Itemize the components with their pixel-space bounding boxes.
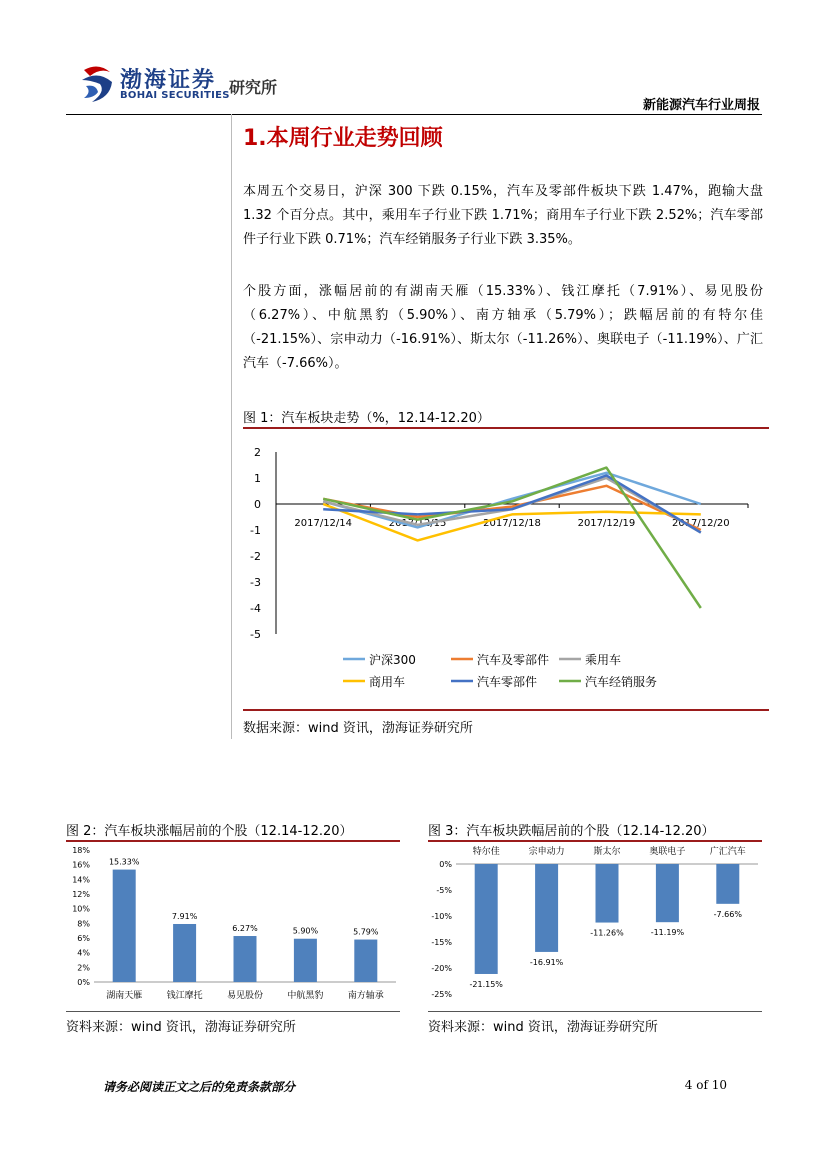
report-title: 新能源汽车行业周报	[642, 98, 760, 113]
y-tick-label: -2	[250, 550, 261, 563]
bar-value-label: 15.33%	[108, 857, 140, 867]
logo-department: 研究所	[229, 78, 278, 97]
x-tick-label: 2017/12/20	[671, 518, 730, 529]
legend-label: 商用车	[369, 675, 406, 689]
bar-value-label: 6.27%	[232, 924, 258, 934]
y-tick-label: 2	[254, 446, 261, 459]
y-tick-label: 10%	[72, 904, 90, 914]
y-tick-label: -25%	[431, 990, 452, 999]
header-divider	[66, 114, 762, 115]
x-tick-label: 湖南天雁	[106, 991, 143, 1001]
y-tick-label: -5%	[436, 886, 452, 895]
x-tick-label: 2017/12/15	[388, 518, 447, 529]
figure3-title: 图 3：汽车板块跌幅居前的个股（12.14-12.20）	[428, 824, 715, 839]
x-tick-label: 特尔佳	[472, 847, 500, 857]
bar-value-label: -7.66%	[713, 909, 742, 919]
figure2-title: 图 2：汽车板块涨幅居前的个股（12.14-12.20）	[66, 824, 353, 839]
y-tick-label: -1	[250, 524, 261, 537]
sidebar-divider	[231, 114, 232, 739]
x-tick-label: 2017/12/18	[483, 518, 541, 529]
disclaimer-note: 请务必阅读正文之后的免责条款部分	[103, 1080, 296, 1094]
y-tick-label: 4%	[77, 948, 90, 958]
figure3-bar-chart	[428, 842, 762, 1010]
paragraph-stock-summary: 个股方面，涨幅居前的有湖南天雁（15.33%）、钱江摩托（7.91%）、易见股份（6.27%）、中航黑豹（5.90%）、南方轴承（5.79%）；跌幅居前的有特尔佳（-21.15%）、宗申动力（-16.91%）、斯太尔（-11.26%）、奥联电子（-11.19%）、广汇汽车（-7.66%）。	[243, 284, 763, 371]
bar-value-label: -11.19%	[650, 928, 685, 938]
x-tick-label: 易见股份	[226, 991, 264, 1001]
y-tick-label: -4	[250, 602, 261, 615]
y-tick-label: -5	[250, 628, 261, 641]
figure1-line-chart	[243, 430, 769, 708]
bar	[716, 864, 739, 904]
x-tick-label: 钱江摩托	[166, 991, 203, 1001]
bar-value-label: 5.90%	[292, 926, 319, 936]
y-tick-label: 0%	[439, 860, 452, 869]
legend-label: 汽车零部件	[477, 675, 538, 689]
figure1-bottom-rule	[243, 709, 769, 711]
figure1-title: 图 1：汽车板块走势（%，12.14-12.20）	[243, 411, 490, 426]
figure3-bottom-rule	[428, 1011, 762, 1012]
x-tick-label: 广汇汽车	[709, 847, 746, 857]
y-tick-label: 14%	[72, 875, 90, 885]
bar-value-label: 7.91%	[171, 911, 198, 921]
x-tick-label: 中航黑豹	[287, 991, 324, 1001]
x-tick-label: 2017/12/14	[294, 518, 353, 529]
section-title: 1.本周行业走势回顾	[243, 126, 443, 151]
y-tick-label: 18%	[72, 846, 90, 855]
y-tick-label: -20%	[431, 964, 452, 973]
bar	[656, 864, 679, 922]
figure1-top-rule	[243, 427, 769, 429]
legend-label: 沪深300	[369, 653, 416, 667]
bar-value-label: -16.91%	[529, 957, 564, 967]
x-tick-label: 南方轴承	[347, 991, 384, 1001]
y-tick-label: 16%	[72, 860, 90, 870]
legend-label: 汽车及零部件	[477, 653, 550, 667]
bar	[113, 870, 136, 982]
bar	[234, 936, 257, 982]
y-tick-label: -10%	[431, 912, 452, 921]
x-tick-label: 2017/12/19	[577, 518, 636, 529]
y-tick-label: 1	[254, 472, 261, 485]
logo-name-en: BOHAI SECURITIES	[120, 90, 230, 101]
logo-name-cn: 渤海证券	[120, 67, 217, 93]
x-tick-label: 斯太尔	[593, 847, 621, 857]
bar	[173, 924, 196, 982]
y-tick-label: 12%	[72, 890, 90, 899]
bar	[535, 864, 558, 952]
figure1-source: 数据来源：wind 资讯，渤海证券研究所	[243, 721, 473, 736]
page-number: 4 of 10	[684, 1078, 727, 1092]
bar	[475, 864, 498, 974]
y-tick-label: 2%	[77, 963, 90, 973]
figure2-source: 资料来源：wind 资讯，渤海证券研究所	[66, 1020, 296, 1035]
bar-value-label: -21.15%	[469, 979, 503, 989]
bar-value-label: -11.26%	[590, 928, 624, 938]
y-tick-label: 8%	[77, 919, 90, 929]
figure3-source: 资料来源：wind 资讯，渤海证券研究所	[428, 1020, 658, 1035]
legend-label: 乘用车	[585, 653, 622, 667]
series-line	[323, 468, 701, 608]
figure2-bar-chart	[66, 842, 400, 1010]
bohai-logo-icon	[80, 64, 114, 104]
bar	[354, 940, 377, 982]
bar-value-label: 5.79%	[353, 927, 379, 937]
x-tick-label: 奥联电子	[649, 847, 686, 857]
y-tick-label: -3	[250, 576, 261, 589]
paragraph-market-summary: 本周五个交易日，沪深 300 下跌 0.15%，汽车及零部件板块下跌 1.47%，跑输大盘 1.32 个百分点。其中，乘用车子行业下跌 1.71%；商用车子行业下跌 2.52%；汽车零部件子行业下跌 0.71%；汽车经销服务子行业下跌 3.35%。	[243, 184, 763, 247]
figure2-bottom-rule	[66, 1011, 400, 1012]
bar	[596, 864, 619, 923]
bar	[294, 939, 317, 982]
x-tick-label: 宗申动力	[528, 847, 565, 857]
y-tick-label: 0	[254, 498, 261, 511]
y-tick-label: 6%	[77, 934, 90, 943]
y-tick-label: -15%	[431, 938, 452, 947]
y-tick-label: 0%	[77, 978, 90, 987]
legend-label: 汽车经销服务	[585, 675, 658, 689]
